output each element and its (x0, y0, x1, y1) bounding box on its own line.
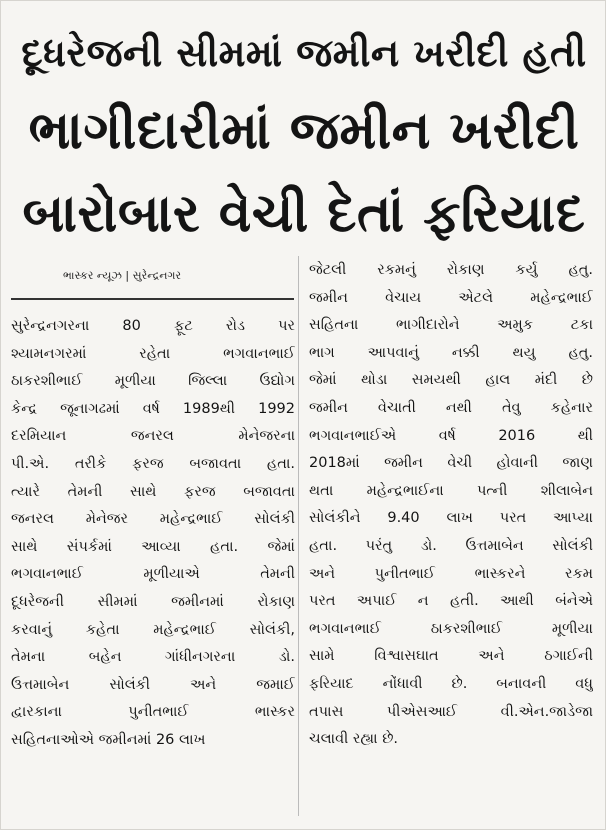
article-line: પરત અપાઈ ન હતી. આથી બંનેએ (309, 593, 593, 610)
article-line: થતા મહેન્દ્રભાઈના પત્ની શીલાબેન (309, 482, 593, 499)
article-line: ચલાવી રહ્યા છે. (309, 731, 399, 748)
article-line: સોલંકીને 9.40 લાખ પરત આપ્યા (309, 510, 593, 527)
article-column-left (11, 313, 295, 755)
article-line: ફરિયાદ નોંધાવી છે. બનાવની વધુ (309, 675, 593, 692)
article-line: ભગવાનભાઈએ વર્ષ 2016 થી (309, 427, 593, 444)
article-line: જેમાં થોડા સમયથી હાલ મંદી છે (309, 372, 593, 389)
article-line: જમીન વેચાય એટલે મહેન્દ્રભાઈ (309, 289, 593, 306)
article-line: જમીન વેચાતી નથી તેવુ કહેનાર (309, 399, 593, 416)
article-line: જનરલ મેનેજર મહેન્દ્રભાઈ સોલંકી (11, 511, 295, 528)
article-line: સુરેન્દ્રનગરના 80 ફૂટ રોડ પર (11, 318, 295, 334)
column-divider (298, 256, 299, 816)
article-line: કેન્દ્ર જૂનાગઢમાં વર્ષ 1989થી 1992 (11, 400, 295, 417)
article-line: તેમના બહેન ગાંધીનગરના ડો. (11, 649, 295, 666)
article-line: દરમિયાન જનરલ મેનેજરના (11, 428, 295, 445)
article-line: ત્યારે તેમની સાથે ફરજ બજાવતા (11, 483, 295, 500)
article-line: ભગવાનભાઈ ઠાકરશીભાઈ મૂળીયા (309, 620, 593, 637)
headline-line-1: દૂધરેજની સીમમાં જમીન ખરીદી હતી (21, 31, 587, 75)
article-line: દૂધરેજની સીમમાં જમીનમાં રોકાણ (11, 593, 295, 610)
byline-rule (11, 298, 294, 300)
byline: ભાસ્કર ન્યૂઝ | સુરેન્દ્રનગર (63, 269, 182, 282)
article-line: પી.એ. તરીકે ફરજ બજાવતા હતા. (11, 455, 295, 472)
article-line: 2018માં જમીન વેચી હોવાની જાણ (309, 455, 593, 472)
article-line: દ્વારકાના પુનીતભાઈ ભાસ્કર (11, 704, 295, 721)
article-line: સામે વિશ્વાસઘાત અને ઠગાઈની (309, 648, 593, 665)
article-line: અને પુનીતભાઈ ભાસ્કરને રકમ (309, 565, 593, 582)
article-line: ભગવાનભાઈ મૂળીયાએ તેમની (11, 566, 295, 583)
article-line: તપાસ પીએસઆઈ વી.એન.જાડેજા (309, 703, 593, 720)
article-line: ઉત્તમાબેન સોલંકી અને જમાઈ (11, 676, 295, 693)
article-line: શ્યામનગરમાં રહેતા ભગવાનભાઈ (11, 345, 295, 362)
article-line: સાથે સંપર્કમાં આવ્યા હતા. જેમાં (11, 538, 295, 555)
article-column-right (309, 257, 593, 754)
article-line: હતા. પરંતુ ડો. ઉત્તમાબેન સોલંકી (309, 537, 593, 554)
article-line: ઠાકરશીભાઈ મૂળીયા જિલ્લા ઉદ્યોગ (11, 373, 295, 390)
article-line: જેટલી રકમનું રોકાણ કર્યુ હતુ. (309, 262, 593, 278)
article-line: કરવાનું કહેતા મહેન્દ્રભાઈ સોલંકી, (11, 621, 295, 638)
article-line: ભાગ આપવાનું નક્કી થયુ હતુ. (309, 344, 593, 361)
article-line: સહિતના ભાગીદારોને અમુક ટકા (309, 317, 593, 334)
article-line: સહિતનાઓએ જમીનમાં 26 લાખ (11, 731, 206, 748)
headline-line-2: ભાગીદારીમાં જમીન ખરીદી (28, 101, 580, 161)
headline-line-3: બારોબાર વેચી દેતાં ફરિયાદ (22, 184, 586, 244)
